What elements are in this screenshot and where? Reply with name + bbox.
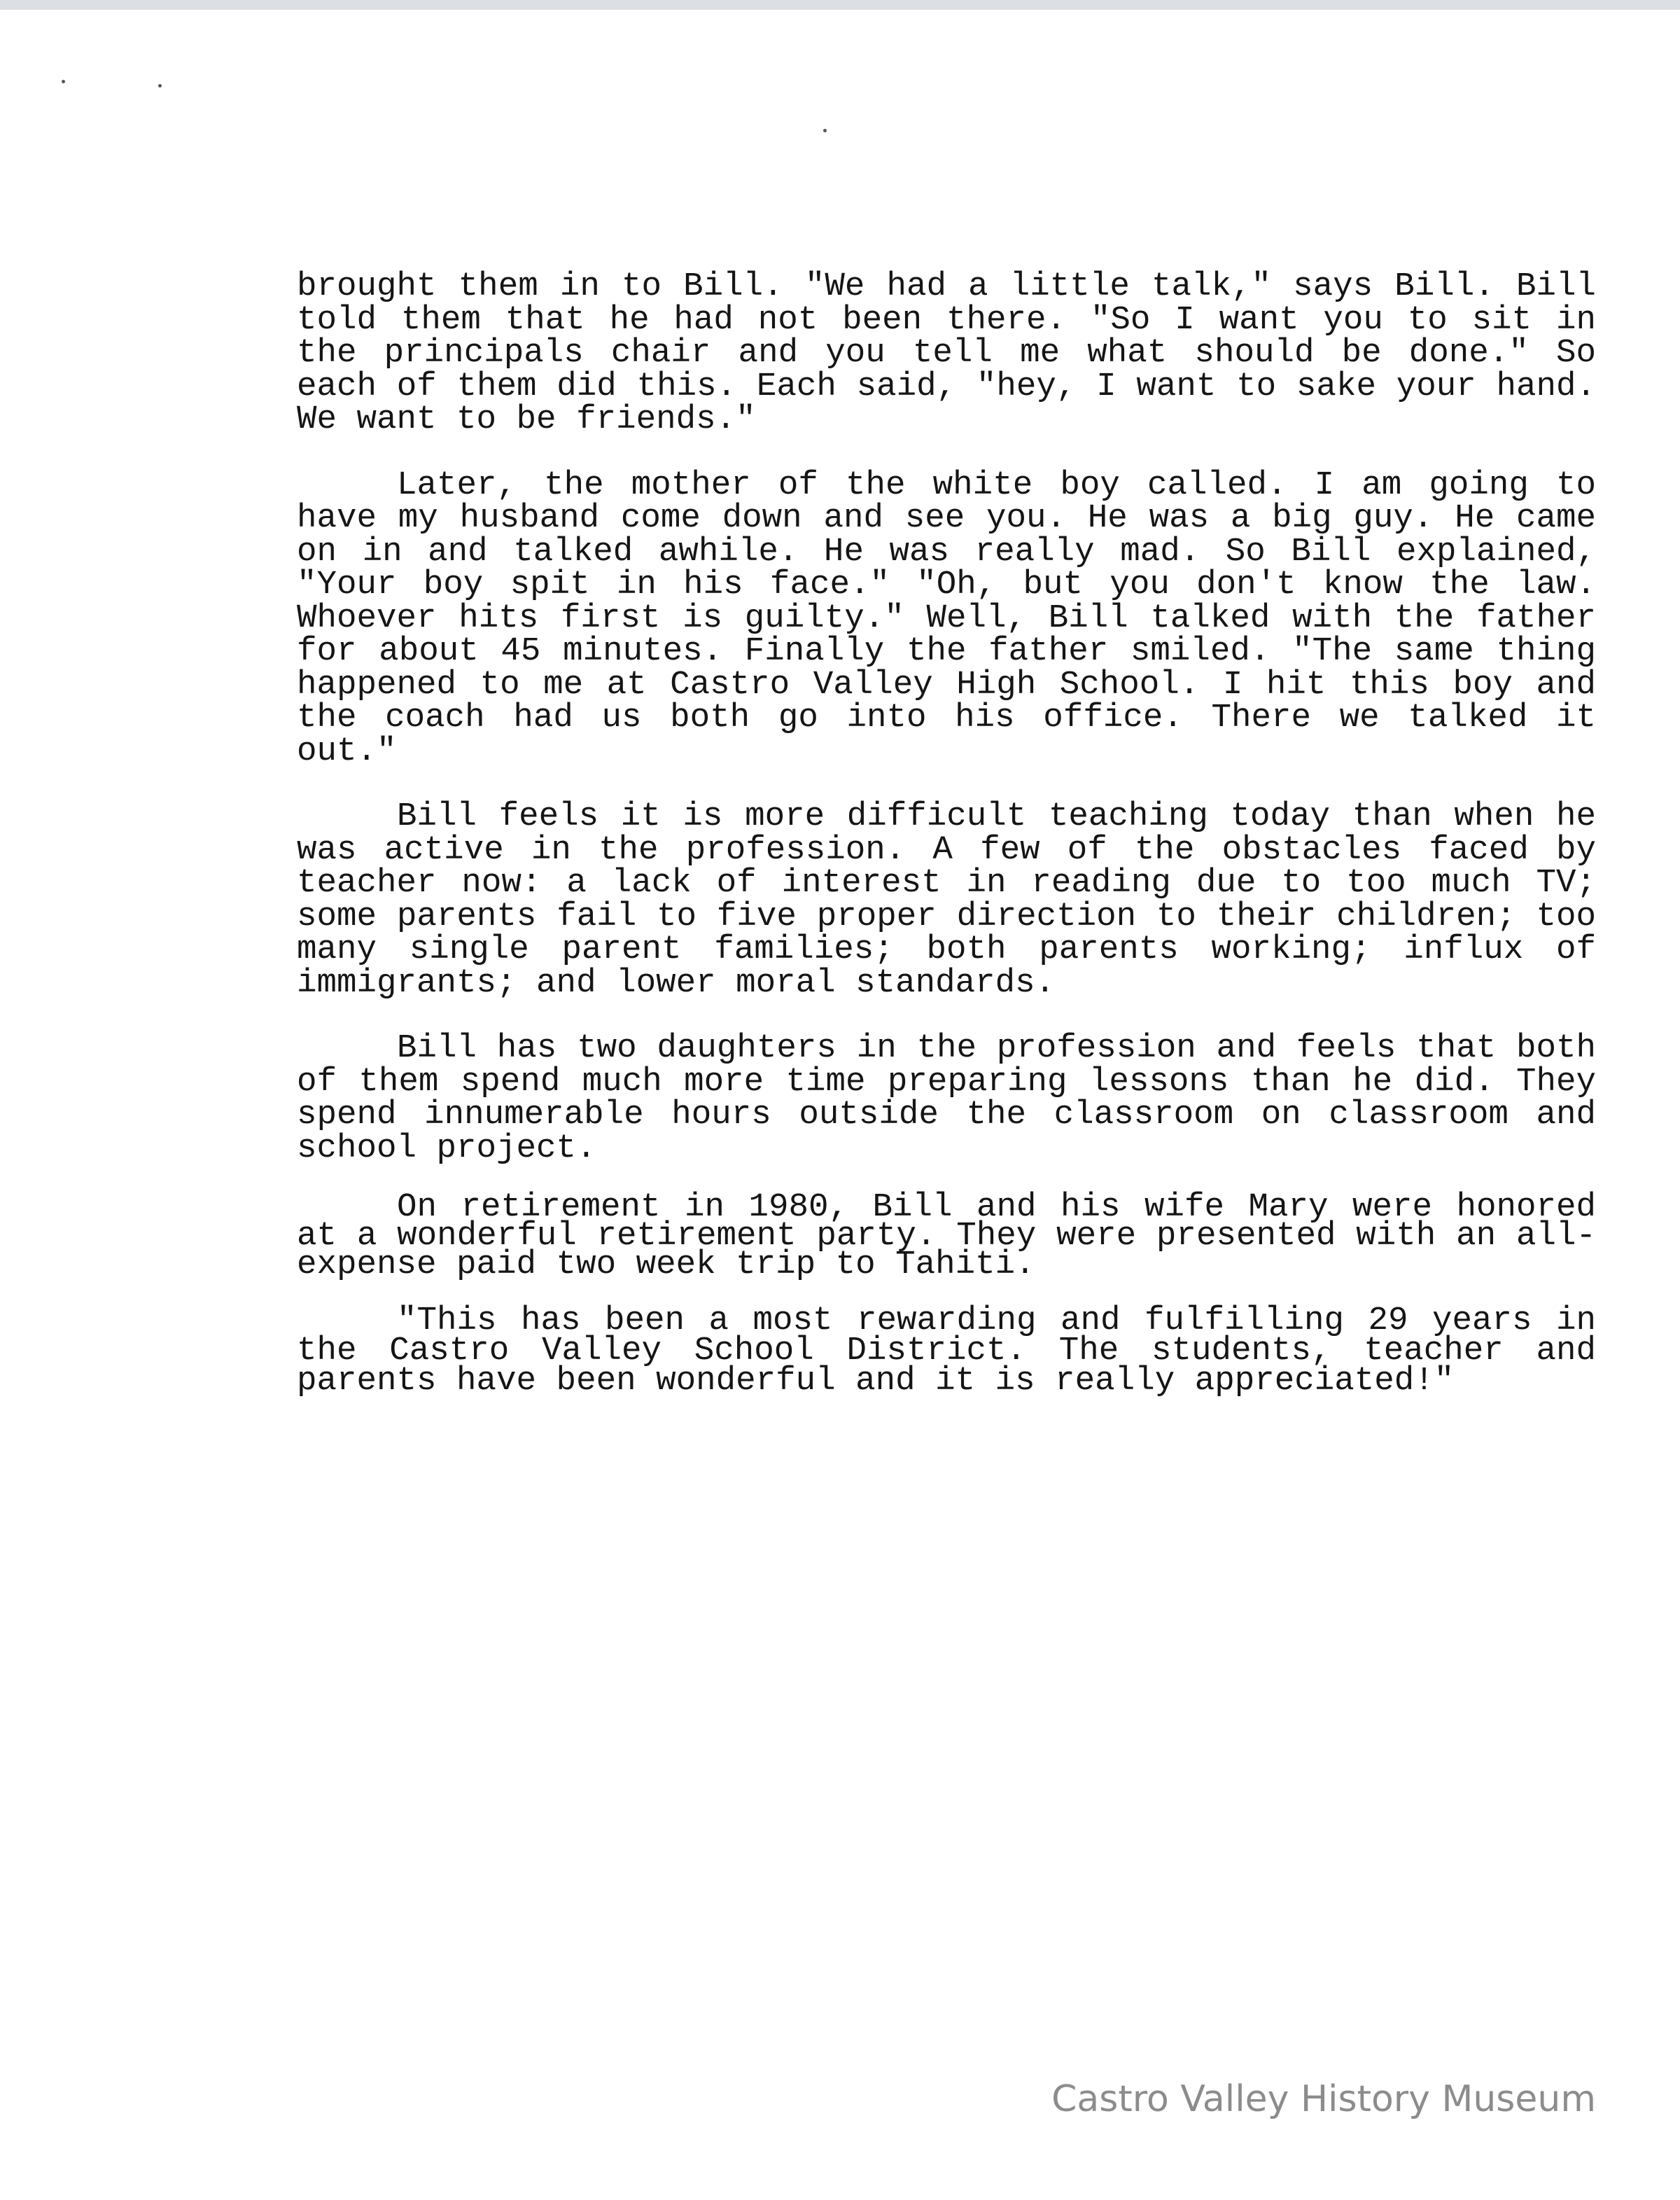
paragraph-4: Bill has two daughters in the profession and feels that both of them spend much more time preparing lessons than he did. They spend innumerable hours outside the classroom on classroom and school project. — [297, 1029, 1596, 1167]
document-body — [297, 267, 1596, 1428]
paragraph-1: brought them in to Bill. "We had a little talk," says Bill. Bill told them that he had not been there. "So I want you to sit in the principals chair and you tell me what should be done." So each of them did this. Each said, "hey, I want to sake your hand. We want to be friends." — [297, 267, 1596, 438]
scan-speck — [158, 84, 162, 88]
paragraph-6: "This has been a most rewarding and fulfilling 29 years in the Castro Valley School District. The students, teacher and parents have been wonderful and it is really appreciated!" — [297, 1302, 1596, 1400]
scan-speck — [823, 129, 827, 132]
paragraph-2: Later, the mother of the white boy called. I am going to have my husband come down and see you. He was a big guy. He came on in and talked awhile. He was really mad. So Bill explained, "Your boy spit in his face." "Oh, but you don't know the law. Whoever hits first is guilty." Well, Bill talked with the father for about 45 minutes. Finally the father smiled. "The same thing happened to me at Castro Valley High School. I hit this boy and the coach had us both go into his office. There we talked it out." — [297, 466, 1596, 770]
museum-watermark: Castro Valley History Museum — [1051, 2078, 1596, 2120]
paragraph-5: On retirement in 1980, Bill and his wife Mary were honored at a wonderful retirement party. They were presented with an all-expense paid two week trip to Tahiti. — [297, 1188, 1596, 1283]
paragraph-3: Bill feels it is more difficult teaching today than when he was active in the profession. A few of the obstacles faced by teacher now: a lack of interest in reading due to too much TV; some parents fail to five proper direction to their children; too many single parent families; both parents working; influx of immigrants; and lower moral standards. — [297, 798, 1596, 1002]
scan-speck — [62, 80, 65, 83]
